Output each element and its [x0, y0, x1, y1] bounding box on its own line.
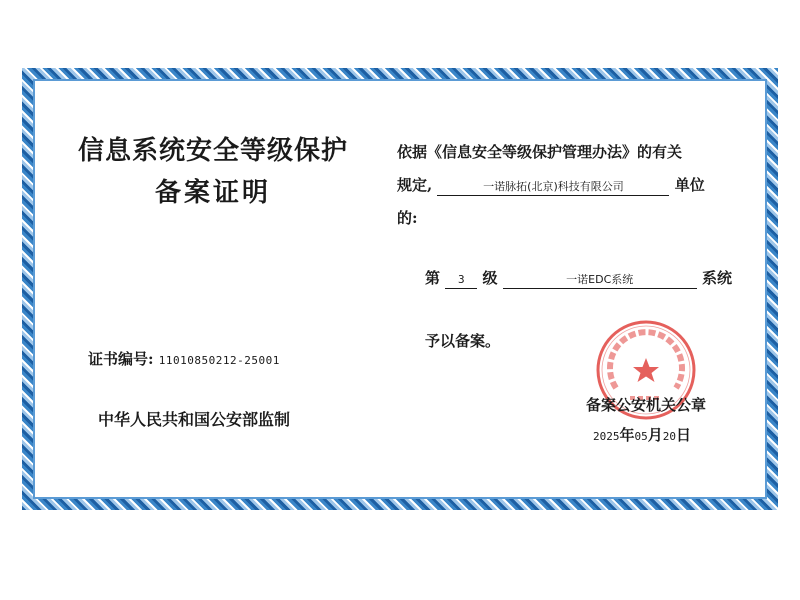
level-suffix: 级 [482, 269, 498, 287]
certificate-number-value: 11010850212-25001 [158, 354, 280, 367]
date-month: 05 [634, 430, 648, 443]
date-day: 20 [662, 430, 677, 443]
supervisor-text: 中华人民共和国公安部监制 [98, 410, 291, 429]
body-line2 [397, 174, 705, 196]
body-line2-suffix: 单位 [674, 176, 705, 194]
date-day-unit: 日 [676, 426, 692, 444]
company-name-field: 一诺脉拓(北京)科技有限公司 [437, 179, 669, 196]
issue-date [593, 424, 691, 445]
certificate-number-label: 证书编号: [88, 350, 154, 368]
filed-text: 予以备案。 [425, 332, 501, 350]
system-suffix: 系统 [701, 269, 732, 287]
date-year: 2025 [593, 430, 620, 443]
system-name-field: 一诺EDC系统 [503, 272, 697, 289]
level-prefix: 第 [425, 269, 441, 287]
certificate-title-line1: 信息系统安全等级保护 [78, 136, 349, 166]
date-month-unit: 月 [647, 426, 663, 444]
body-line2-prefix: 规定, [397, 176, 433, 194]
level-value-field: 3 [445, 272, 477, 289]
certificate-number-row [88, 348, 280, 369]
seal-label: 备案公安机关公章 [586, 396, 707, 414]
date-year-unit: 年 [619, 426, 635, 444]
body-line1: 依据《信息安全等级保护管理办法》的有关 [397, 143, 683, 161]
body-line3: 的: [397, 209, 418, 227]
certificate-title-line2: 备案证明 [154, 178, 271, 208]
level-system-line [425, 267, 732, 289]
